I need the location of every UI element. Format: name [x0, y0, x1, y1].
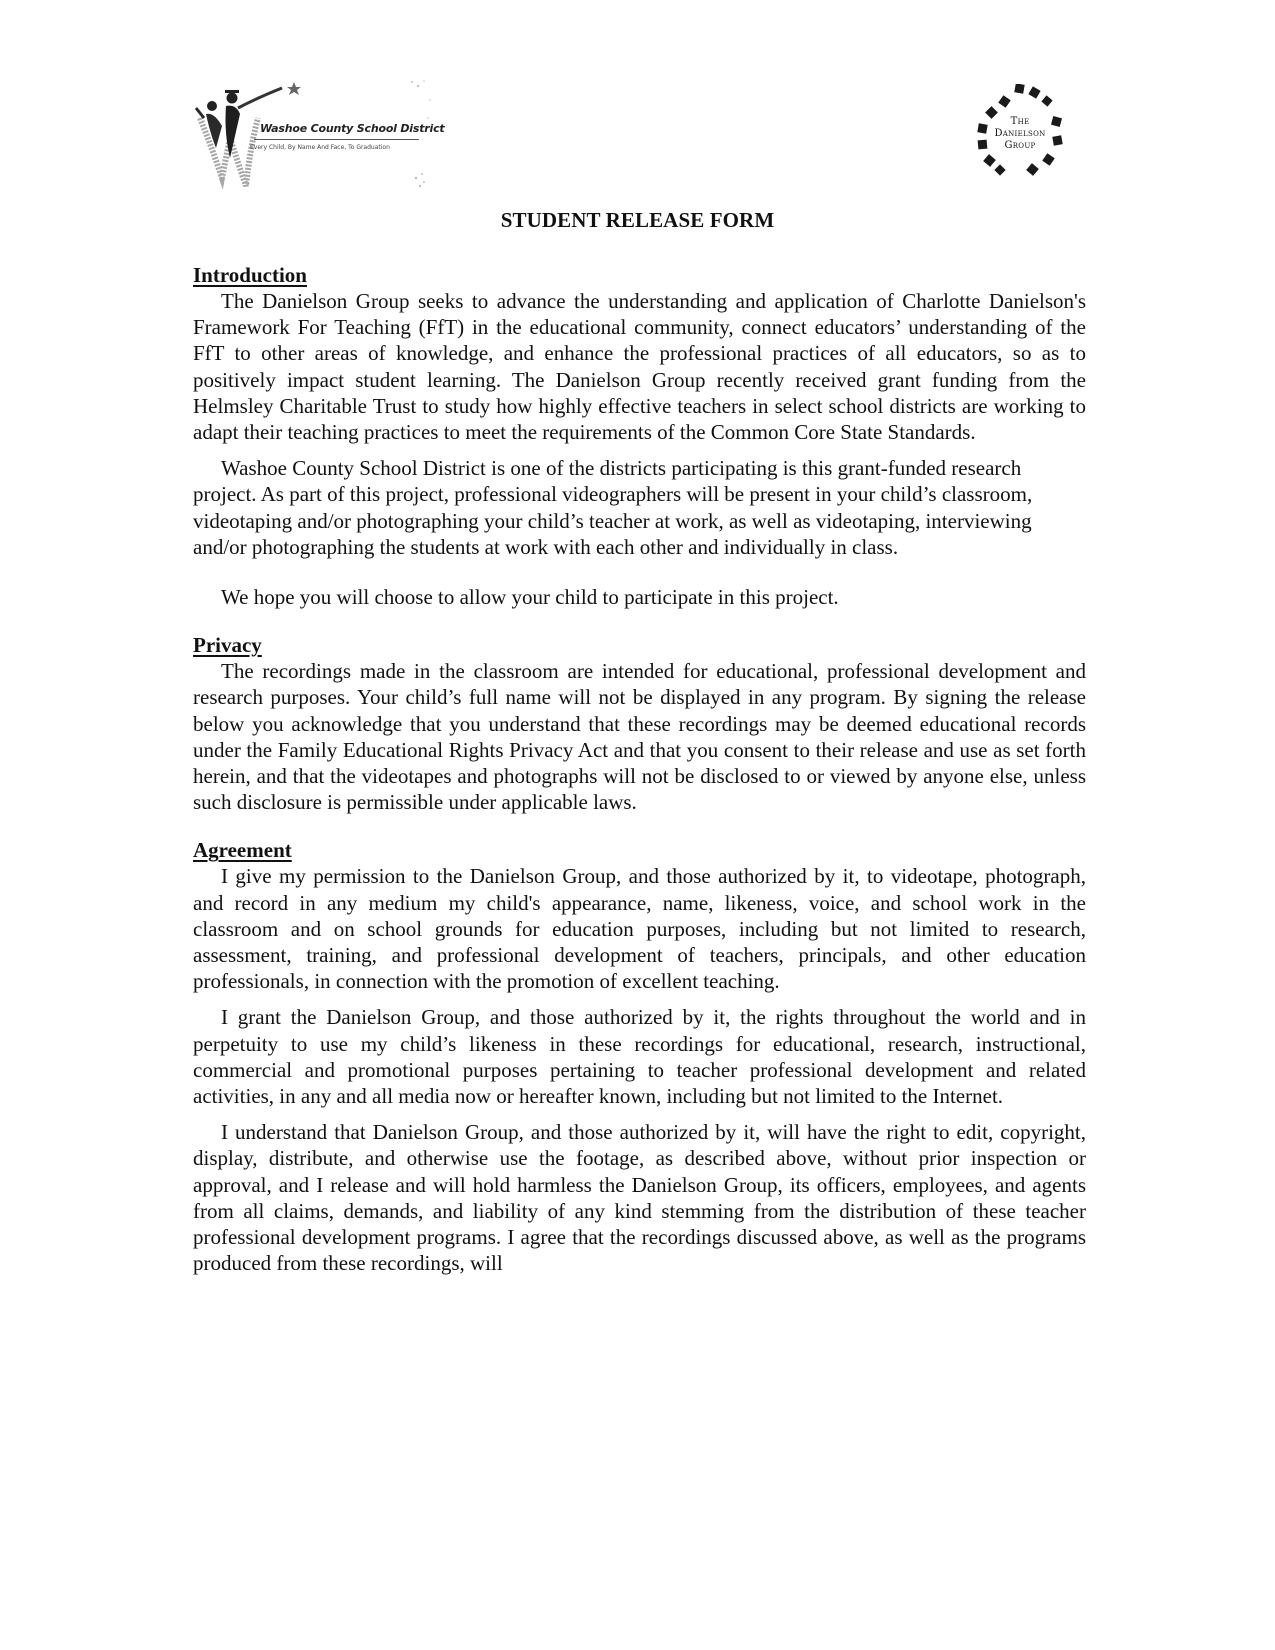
wcsd-tagline: Every Child, By Name And Face, To Graduation: [250, 144, 390, 151]
intro-paragraph-1: The Danielson Group seeks to advance the understanding and application of Charlotte Danielson's Framework For Teaching (FfT) in the educational community, connect educators’ understanding of the FfT to other areas of knowledge, and enhance the professional practices of all educators, so as to positively impact student learning. The Danielson Group recently received grant funding from the Helmsley Charitable Trust to study how highly effective teachers in select school districts are working to adapt their teaching practices to meet the requirements of the Common Core State Standards.: [193, 289, 1086, 445]
section-heading-privacy: Privacy: [193, 633, 262, 658]
section-heading-agreement: Agreement: [193, 838, 292, 863]
washoe-county-school-district-logo: [192, 78, 445, 193]
agreement-paragraph-2: I grant the Danielson Group, and those authorized by it, the rights throughout the world and in perpetuity to use my child’s likeness in these recordings for educational, research, instructional, commercial and promotional purposes pertaining to teacher professional development and related activities, in any and all media now or hereafter known, including but not limited to the Internet.: [193, 1005, 1086, 1109]
wcsd-divider: [254, 139, 419, 140]
document-body: [193, 262, 1086, 1277]
wcsd-figures-icon: [192, 78, 445, 193]
dg-line2: Danielson: [994, 128, 1046, 139]
dg-line3: Group: [1004, 140, 1036, 151]
intro-paragraph-3: We hope you will choose to allow your child to participate in this project.: [221, 585, 839, 610]
wcsd-name: Washoe County School District: [260, 122, 445, 135]
agreement-paragraph-1: I give my permission to the Danielson Group, and those authorized by it, to videotape, photograph, and record in any medium my child's appearance, name, likeness, voice, and school work in the classroom and on school grounds for education purposes, including but not limited to research, assessment, training, and professional development of teachers, principals, and other education professionals, in connection with the promotion of excellent teaching.: [193, 864, 1086, 994]
intro-paragraph-2: Washoe County School District is one of the districts participating is this grant-funded research project. As part of this project, professional videographers will be present in your child’s classroom, videotaping and/or photographing your child’s teacher at work, as well as videotaping, interviewing and/or photographing the students at work with each other and individually in class.: [193, 456, 1033, 559]
section-heading-introduction: Introduction: [193, 263, 307, 287]
danielson-group-wordmark: [970, 116, 1070, 152]
dg-line1: The: [1010, 116, 1030, 127]
agreement-paragraph-3: I understand that Danielson Group, and those authorized by it, will have the right to edit, copyright, display, distribute, and otherwise use the footage, as described above, without prior inspection or approval, and I release and will hold harmless the Danielson Group, its officers, employees, and agents from all claims, demands, and liability of any kind stemming from the distribution of these teacher professional development programs. I agree that the recordings discussed above, as well as the programs produced from these recordings, will: [193, 1120, 1086, 1276]
privacy-paragraph-1: The recordings made in the classroom are intended for educational, professional development and research purposes. Your child’s full name will not be displayed in any program. By signing the release below you acknowledge that you understand that these recordings may be deemed educational records under the Family Educational Rights Privacy Act and that you consent to their release and use as set forth herein, and that the videotapes and photographs will not be disclosed to or viewed by anyone else, unless such disclosure is permissible under applicable laws.: [193, 659, 1086, 815]
document-title: STUDENT RELEASE FORM: [500, 208, 775, 232]
danielson-group-logo: [970, 84, 1070, 184]
